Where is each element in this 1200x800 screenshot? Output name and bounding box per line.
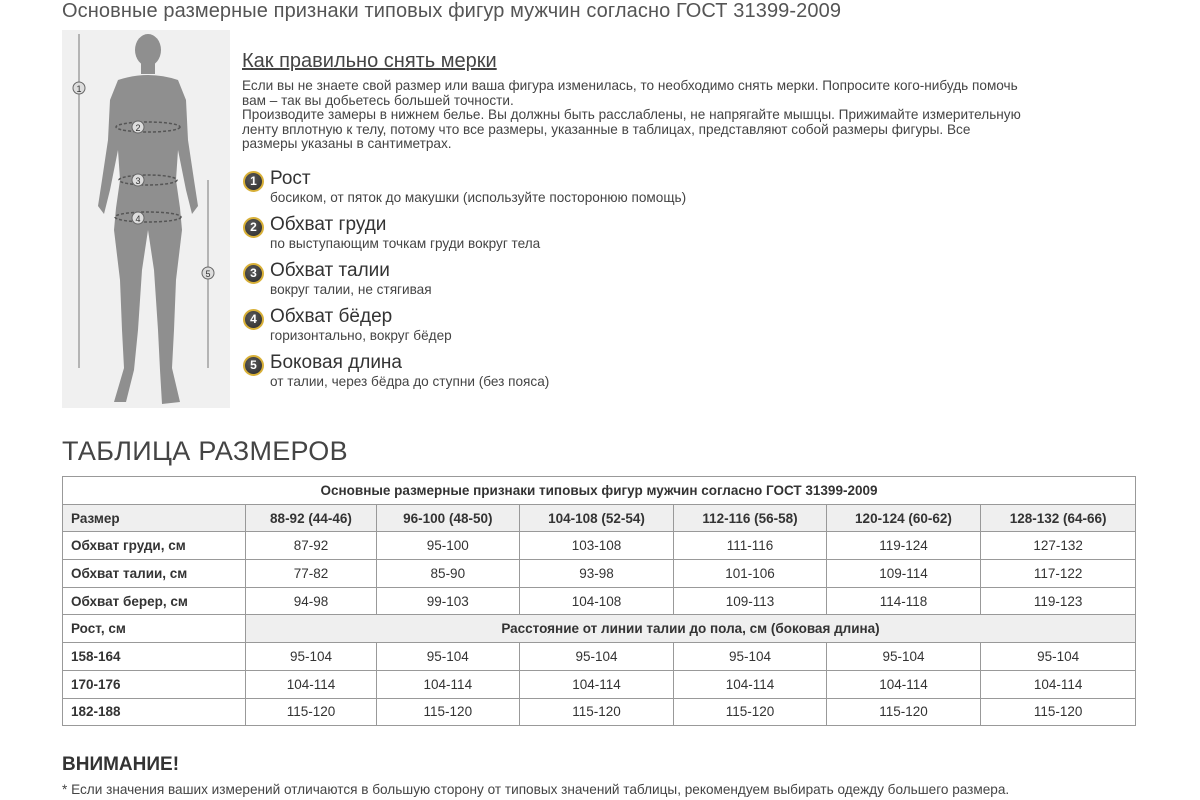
table-row: [63, 643, 1136, 671]
measurement-chest: [242, 214, 942, 260]
table-row: [63, 532, 1136, 560]
number-badge-3: 3: [243, 263, 264, 284]
table-cell: 87-92: [246, 532, 377, 560]
how-to-measure-section: [242, 50, 1062, 152]
table-cell: 114-118: [826, 587, 981, 615]
row-label: Обхват талии, см: [63, 560, 246, 588]
table-cell: 111-116: [674, 532, 826, 560]
number-badge-2: 2: [243, 217, 264, 238]
table-cell: 95-100: [376, 532, 519, 560]
table-cell: 95-104: [376, 643, 519, 671]
table-cell: 104-108: [519, 587, 674, 615]
table-cell: 95-104: [981, 643, 1136, 671]
height-label-cell: Рост, см: [63, 615, 246, 643]
measurement-side-length: [242, 352, 942, 398]
table-cell: 95-104: [246, 643, 377, 671]
size-header-cell: 88-92 (44-46): [246, 504, 377, 532]
marker-5: 5: [205, 269, 211, 279]
how-to-measure-text: [242, 79, 1062, 152]
height-caption-cell: Расстояние от линии талии до пола, см (боковая длина): [246, 615, 1136, 643]
table-row: [63, 698, 1136, 726]
size-table: [62, 476, 1136, 726]
table-cell: 104-114: [376, 670, 519, 698]
table-cell: 104-114: [519, 670, 674, 698]
how-to-measure-title: Как правильно снять мерки: [242, 50, 497, 72]
height-header-row: [63, 615, 1136, 643]
table-cell: 104-114: [246, 670, 377, 698]
size-header-cell: 120-124 (60-62): [826, 504, 981, 532]
table-cell: 101-106: [674, 560, 826, 588]
table-cell: 119-124: [826, 532, 981, 560]
measurement-desc: по выступающим точкам груди вокруг тела: [270, 236, 541, 251]
table-cell: 85-90: [376, 560, 519, 588]
marker-1: 1: [76, 84, 82, 94]
measurement-name: Обхват бёдер: [270, 306, 393, 327]
row-label: 170-176: [63, 670, 246, 698]
table-cell: 95-104: [674, 643, 826, 671]
table-cell: 115-120: [376, 698, 519, 726]
marker-2: 2: [135, 123, 141, 133]
measurement-name: Рост: [270, 168, 311, 189]
row-label: 158-164: [63, 643, 246, 671]
marker-4: 4: [135, 214, 141, 224]
male-silhouette: [98, 34, 198, 404]
table-cell: 95-104: [826, 643, 981, 671]
table-cell: 94-98: [246, 587, 377, 615]
attention-heading: ВНИМАНИЕ!: [62, 754, 180, 775]
body-figure-illustration: [62, 30, 230, 408]
table-cell: 99-103: [376, 587, 519, 615]
table-cell: 104-114: [826, 670, 981, 698]
measurement-waist: [242, 260, 942, 306]
size-table-heading: ТАБЛИЦА РАЗМЕРОВ: [62, 436, 348, 466]
footnote: * Если значения ваших измерений отличаются в большую сторону от типовых значений таблицы, рекомендуем выбирать одежду большего размера.: [62, 782, 1010, 797]
howto-line: размеры указаны в сантиметрах.: [242, 136, 452, 152]
table-cell: 93-98: [519, 560, 674, 588]
table-caption: Основные размерные признаки типовых фигур мужчин согласно ГОСТ 31399-2009: [63, 477, 1136, 505]
measurement-desc: вокруг талии, не стягивая: [270, 282, 432, 297]
table-cell: 104-114: [981, 670, 1136, 698]
table-caption-row: [63, 477, 1136, 505]
row-label: Обхват берер, см: [63, 587, 246, 615]
measurement-name: Обхват талии: [270, 260, 390, 281]
measurement-desc: босиком, от пяток до макушки (используйте посторонюю помощь): [270, 190, 687, 205]
measurement-name: Обхват груди: [270, 214, 387, 235]
measurement-height: [242, 168, 942, 214]
size-header-cell: 104-108 (52-54): [519, 504, 674, 532]
number-badge-5: 5: [243, 355, 264, 376]
table-cell: 77-82: [246, 560, 377, 588]
table-header-row: [63, 504, 1136, 532]
table-cell: 115-120: [519, 698, 674, 726]
measurement-name: Боковая длина: [270, 352, 402, 373]
number-badge-4: 4: [243, 309, 264, 330]
measurement-list: [242, 168, 942, 398]
howto-line: Производите замеры в нижнем белье. Вы должны быть расслаблены, не напрягайте мышцы. Прижимайте измерительную: [242, 107, 1021, 123]
table-cell: 127-132: [981, 532, 1136, 560]
measurement-desc: горизонтально, вокруг бёдер: [270, 328, 452, 343]
number-badge-1: 1: [243, 171, 264, 192]
table-cell: 103-108: [519, 532, 674, 560]
measurement-hips: [242, 306, 942, 352]
row-label: Обхват груди, см: [63, 532, 246, 560]
table-cell: 115-120: [981, 698, 1136, 726]
measurement-desc: от талии, через бёдра до ступни (без пояса): [270, 374, 550, 389]
table-cell: 109-113: [674, 587, 826, 615]
size-label-cell: Размер: [63, 504, 246, 532]
table-cell: 104-114: [674, 670, 826, 698]
howto-line: Если вы не знаете свой размер или ваша фигура изменилась, то необходимо снять мерки. Попросите кого-нибудь помочь: [242, 78, 1018, 93]
size-header-cell: 128-132 (64-66): [981, 504, 1136, 532]
row-label: 182-188: [63, 698, 246, 726]
table-cell: 109-114: [826, 560, 981, 588]
howto-line: ленту вплотную к телу, потому что все размеры, указанные в таблицах, представляют собой размеры фигуры. Все: [242, 121, 971, 137]
table-cell: 115-120: [826, 698, 981, 726]
table-cell: 117-122: [981, 560, 1136, 588]
table-row: [63, 587, 1136, 615]
table-cell: 119-123: [981, 587, 1136, 615]
size-header-cell: 112-116 (56-58): [674, 504, 826, 532]
table-row: [63, 560, 1136, 588]
table-cell: 115-120: [674, 698, 826, 726]
table-cell: 95-104: [519, 643, 674, 671]
page-title: Основные размерные признаки типовых фигур мужчин согласно ГОСТ 31399-2009: [62, 0, 842, 22]
size-header-cell: 96-100 (48-50): [376, 504, 519, 532]
marker-3: 3: [135, 176, 141, 186]
howto-line: вам – так вы добьетесь большей точности.: [242, 92, 514, 108]
table-row: [63, 670, 1136, 698]
table-cell: 115-120: [246, 698, 377, 726]
